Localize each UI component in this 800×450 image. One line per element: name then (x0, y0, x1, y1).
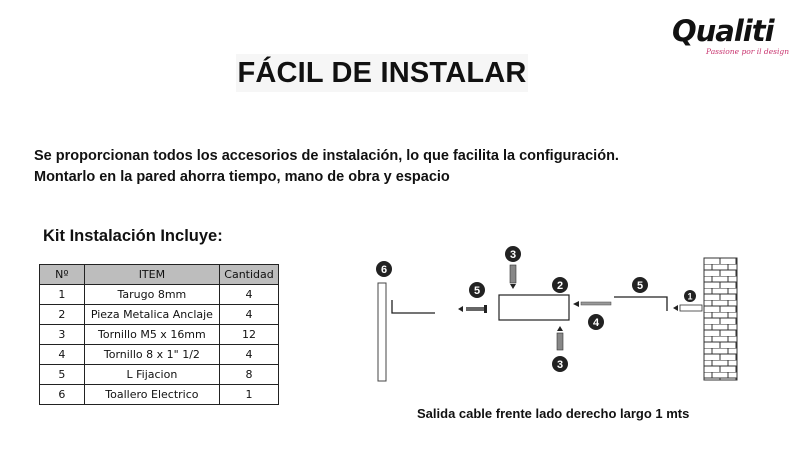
row-number: 2 (40, 305, 85, 325)
row-quantity: 8 (220, 365, 279, 385)
l-bracket-right (614, 277, 667, 311)
arrow-down-icon (510, 284, 516, 289)
column-header-item: ITEM (84, 265, 219, 285)
column-header-quantity: Cantidad (220, 265, 279, 285)
part-4-label: 4 (592, 317, 600, 329)
logo-text: Qualiti (672, 14, 774, 48)
anchor-plate (499, 295, 569, 320)
screw-shaft (510, 265, 516, 283)
anchor-plate-part (499, 277, 569, 320)
part-5-right-label: 5 (636, 280, 644, 292)
towel-rail-part (376, 261, 392, 381)
part-1-label: 1 (687, 291, 693, 302)
diagram-caption: Salida cable frente lado derecho largo 1 mts (417, 406, 690, 421)
logo-tagline: Passione por il design (706, 47, 790, 56)
row-item: Toallero Electrico (84, 385, 219, 405)
row-quantity: 12 (220, 325, 279, 345)
row-item: Tornillo M5 x 16mm (84, 325, 219, 345)
row-quantity: 1 (220, 385, 279, 405)
row-number: 6 (40, 385, 85, 405)
l-bracket-left (392, 300, 435, 313)
row-number: 4 (40, 345, 85, 365)
wall-plug-part (673, 290, 702, 311)
description-line-2: Montarlo en la pared ahorra tiempo, mano de obra y espacio (34, 169, 450, 185)
screw-3-bottom (552, 326, 568, 372)
row-number: 1 (40, 285, 85, 305)
row-number: 5 (40, 365, 85, 385)
kit-heading: Kit Instalación Incluye: (43, 227, 223, 245)
column-header-number: Nº (40, 265, 85, 285)
row-quantity: 4 (220, 305, 279, 325)
arrow-left-icon (458, 306, 463, 312)
row-quantity: 4 (220, 345, 279, 365)
row-item: Tarugo 8mm (84, 285, 219, 305)
part-6-label: 6 (380, 264, 388, 276)
brick-wall (704, 258, 737, 380)
wall-plug (680, 305, 702, 311)
row-number: 3 (40, 325, 85, 345)
arrow-up-icon (557, 326, 563, 331)
l-bracket-shape (614, 297, 667, 311)
screw-shaft (466, 307, 486, 311)
part-3-bottom-label: 3 (556, 359, 564, 371)
page-title: FÁCIL DE INSTALAR (236, 54, 528, 92)
screw-head (484, 305, 487, 313)
screw-5-left (458, 282, 487, 313)
screw-shaft (557, 333, 563, 350)
part-2-label: 2 (556, 280, 564, 292)
row-item: Pieza Metalica Anclaje (84, 305, 219, 325)
arrow-left-icon (573, 301, 579, 307)
part-3-top-label: 3 (509, 249, 517, 261)
row-quantity: 4 (220, 285, 279, 305)
description-line-1: Se proporcionan todos los accesorios de instalación, lo que facilita la configuración. (34, 148, 619, 164)
row-item: Tornillo 8 x 1" 1/2 (84, 345, 219, 365)
towel-rail-bar (378, 283, 386, 381)
row-item: L Fijacion (84, 365, 219, 385)
screw-3-top (505, 246, 521, 289)
arrow-left-icon (673, 305, 678, 311)
screw-4 (573, 301, 611, 330)
screw-shaft (581, 302, 611, 305)
part-5-left-label: 5 (473, 285, 481, 297)
